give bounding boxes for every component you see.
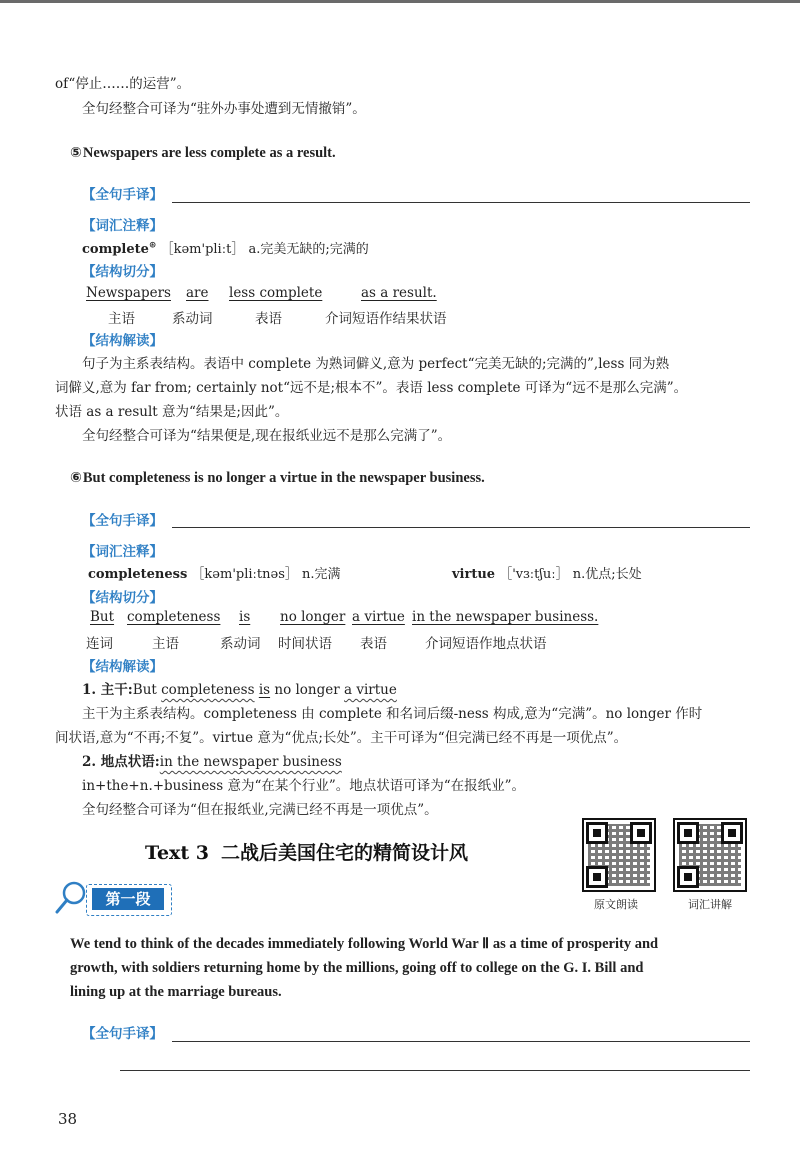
top-rule	[0, 0, 800, 3]
vocab-entry-complete	[82, 238, 369, 257]
analysis5-line-1: 句子为主系表结构。表语中 complete 为熟词僻义,意为 perfect“完美无缺的;完满的”,less 同为熟	[82, 356, 670, 372]
qr-code-reading[interactable]	[582, 818, 656, 892]
paragraph-line-2: growth, with soldiers returning home by the millions, going off to college on the G. I. Bill and	[70, 960, 644, 976]
vocab-entry-virtue	[452, 563, 642, 582]
sentence-5	[70, 145, 336, 162]
intro-line-2: 全句经整合可译为“驻外办事处遭到无情撤销”。	[82, 101, 366, 117]
split6-word-3: is	[239, 609, 251, 625]
split5-word-3: less complete	[229, 285, 323, 301]
split5-word-1: Newspapers	[86, 285, 171, 301]
vocab-def-virtue: ［'vɜːtʃuː］ n.优点;长处	[499, 567, 642, 582]
paragraph-line-3: lining up at the marriage bureaus.	[70, 984, 282, 1000]
vocab-word-complete: complete	[82, 242, 149, 257]
analysis6-main-label: 1. 主干:	[82, 682, 133, 698]
magnifier-icon	[52, 878, 88, 918]
label-translate-5: 【全句手译】	[82, 187, 163, 203]
analysis6-main-head	[82, 678, 397, 698]
vocab-word-virtue: virtue	[452, 567, 496, 582]
split5-role-3: 表语	[255, 311, 282, 327]
analysis6-line-2: 间状语,意为“不再;不复”。virtue 意为“优点;长处”。主干可译为“但完满已经不再是一项优点”。	[55, 730, 628, 746]
sentence-6-text: But completeness is no longer a virtue in the newspaper business.	[82, 470, 485, 486]
translate-line-text3-2[interactable]	[120, 1070, 750, 1071]
split6-role-6: 介词短语作地点状语	[425, 636, 547, 652]
translate-line-6[interactable]	[172, 527, 750, 528]
text3-title-text: 二战后美国住宅的精简设计风	[221, 842, 469, 864]
sentence-5-text: Newspapers are less complete as a result.	[82, 145, 336, 161]
sentence-6-number: ⑥	[70, 470, 82, 486]
text3-label: Text 3	[145, 842, 209, 864]
analysis5-line-2: 词僻义,意为 far from; certainly not“远不是;根本不”。表语 less complete 可译为“远不是那么完满”。	[55, 380, 688, 396]
qr-label-reading: 原文朗读	[594, 898, 638, 911]
split6-role-2: 主语	[152, 636, 179, 652]
split6-word-2: completeness	[127, 609, 221, 625]
label-translate-6: 【全句手译】	[82, 513, 163, 529]
vocab-entry-completeness	[88, 563, 341, 582]
label-structure-6: 【结构切分】	[82, 590, 163, 606]
split6-word-1: But	[90, 609, 115, 625]
split5-role-4: 介词短语作结果状语	[325, 311, 447, 327]
label-translate-text3: 【全句手译】	[82, 1026, 163, 1042]
vocab-def-complete: ［kəm'pliːt］ a.完美无缺的;完满的	[160, 242, 369, 257]
analysis6-main-is: is	[258, 682, 271, 698]
paragraph-line-1: We tend to think of the decades immediately following World War Ⅱ as a time of prosperity and	[70, 936, 659, 952]
split6-word-6: in the newspaper business.	[412, 609, 599, 625]
split6-role-4: 时间状语	[278, 636, 332, 652]
split6-role-1: 连词	[86, 636, 113, 652]
text3-title	[145, 838, 468, 865]
analysis6-main-avirtue: a virtue	[344, 682, 397, 698]
label-vocab-6: 【词汇注释】	[82, 544, 163, 560]
summary-6: 全句经整合可译为“但在报纸业,完满已经不再是一项优点”。	[82, 802, 438, 818]
intro-line-1: of“停止……的运营”。	[55, 76, 191, 92]
vocab-word-completeness: completeness	[88, 567, 188, 582]
analysis6-place-head	[82, 750, 342, 770]
analysis6-place-line: in+the+n.+business 意为“在某个行业”。地点状语可译为“在报纸业”。	[82, 778, 526, 794]
label-vocab-5: 【词汇注释】	[82, 218, 163, 234]
summary-5: 全句经整合可译为“结果便是,现在报纸业远不是那么完满了”。	[82, 428, 452, 444]
analysis6-place-phrase: in the newspaper business	[159, 754, 342, 770]
analysis5-line-3: 状语 as a result 意为“结果是;因此”。	[55, 404, 289, 420]
vocab-mark: ⊛	[148, 240, 157, 251]
split5-role-1: 主语	[108, 311, 135, 327]
analysis6-place-label: 2. 地点状语:	[82, 754, 160, 770]
split6-role-5: 表语	[360, 636, 387, 652]
split6-word-5: a virtue	[352, 609, 405, 625]
split6-role-3: 系动词	[220, 636, 261, 652]
label-analysis-5: 【结构解读】	[82, 333, 163, 349]
sentence-6	[70, 470, 485, 487]
analysis6-line-1: 主干为主系表结构。completeness 由 complete 和名词后缀-ness 构成,意为“完满”。no longer 作时	[82, 706, 703, 722]
analysis6-main-but: But	[132, 682, 162, 698]
page-number: 38	[58, 1110, 78, 1128]
qr-code-vocab[interactable]	[673, 818, 747, 892]
split6-word-4: no longer	[280, 609, 346, 625]
label-analysis-6: 【结构解读】	[82, 659, 163, 675]
sentence-5-number: ⑤	[70, 145, 82, 161]
translate-line-5[interactable]	[172, 202, 750, 203]
analysis6-main-completeness: completeness	[161, 682, 255, 698]
analysis6-main-nolonger: no longer	[274, 682, 340, 698]
translate-line-text3-1[interactable]	[172, 1041, 750, 1042]
section-badge: 第一段	[92, 888, 164, 910]
vocab-def-completeness: ［kəm'pliːtnəs］ n.完满	[191, 567, 341, 582]
label-structure-5: 【结构切分】	[82, 264, 163, 280]
split5-word-4: as a result.	[361, 285, 437, 301]
split5-role-2: 系动词	[172, 311, 213, 327]
split5-word-2: are	[186, 285, 209, 301]
qr-label-vocab: 词汇讲解	[688, 898, 732, 911]
